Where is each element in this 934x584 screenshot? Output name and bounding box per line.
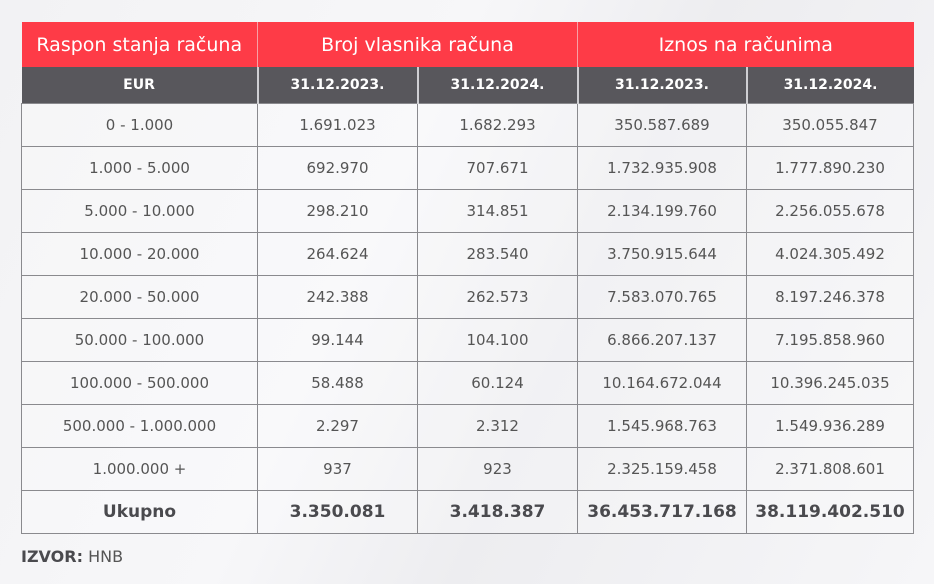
- table-row: [22, 233, 914, 276]
- table-row: [22, 104, 914, 147]
- table-cell: 262.573: [418, 276, 578, 319]
- table-cell: 58.488: [258, 362, 418, 405]
- table-cell: 104.100: [418, 319, 578, 362]
- table-cell: 283.540: [418, 233, 578, 276]
- table-cell: 350.055.847: [747, 104, 914, 147]
- total-cell: 3.418.387: [418, 491, 578, 534]
- header-amounts: Iznos na računima: [578, 22, 914, 67]
- table-cell: 60.124: [418, 362, 578, 405]
- table-cell: 923: [418, 448, 578, 491]
- table-cell: 10.396.245.035: [747, 362, 914, 405]
- table-cell: 350.587.689: [578, 104, 747, 147]
- table-cell: 5.000 - 10.000: [22, 190, 258, 233]
- table-cell: 0 - 1.000: [22, 104, 258, 147]
- source-note: [21, 547, 123, 566]
- table-cell: 4.024.305.492: [747, 233, 914, 276]
- table-cell: 2.256.055.678: [747, 190, 914, 233]
- table-cell: 50.000 - 100.000: [22, 319, 258, 362]
- table-cell: 1.777.890.230: [747, 147, 914, 190]
- table-cell: 100.000 - 500.000: [22, 362, 258, 405]
- total-cell: 3.350.081: [258, 491, 418, 534]
- header-range: Raspon stanja računa: [22, 22, 258, 67]
- table-row: [22, 448, 914, 491]
- table-cell: 2.312: [418, 405, 578, 448]
- table-cell: 1.000.000 +: [22, 448, 258, 491]
- table-row: [22, 319, 914, 362]
- subheader-cell: 31.12.2024.: [747, 67, 914, 104]
- total-cell: 36.453.717.168: [578, 491, 747, 534]
- table-cell: 707.671: [418, 147, 578, 190]
- table-cell: 1.000 - 5.000: [22, 147, 258, 190]
- account-balance-table: [21, 22, 914, 534]
- table-cell: 99.144: [258, 319, 418, 362]
- source-value: HNB: [88, 547, 124, 566]
- table-row: [22, 405, 914, 448]
- table-cell: 1.732.935.908: [578, 147, 747, 190]
- table-cell: 8.197.246.378: [747, 276, 914, 319]
- table-cell: 10.164.672.044: [578, 362, 747, 405]
- table-cell: 1.691.023: [258, 104, 418, 147]
- table-cell: 3.750.915.644: [578, 233, 747, 276]
- table-cell: 2.134.199.760: [578, 190, 747, 233]
- subheader-cell: 31.12.2023.: [578, 67, 747, 104]
- table-cell: 10.000 - 20.000: [22, 233, 258, 276]
- table-row: [22, 276, 914, 319]
- subheader-row: [22, 67, 914, 104]
- table-cell: 1.545.968.763: [578, 405, 747, 448]
- table-cell: 2.297: [258, 405, 418, 448]
- header-owners: Broj vlasnika računa: [258, 22, 578, 67]
- table-cell: 314.851: [418, 190, 578, 233]
- table-cell: 2.325.159.458: [578, 448, 747, 491]
- table-row: [22, 147, 914, 190]
- table-cell: 1.682.293: [418, 104, 578, 147]
- table-cell: 6.866.207.137: [578, 319, 747, 362]
- subheader-cell: 31.12.2024.: [418, 67, 578, 104]
- total-cell: Ukupno: [22, 491, 258, 534]
- subheader-cell: EUR: [22, 67, 258, 104]
- table-cell: 242.388: [258, 276, 418, 319]
- table-cell: 298.210: [258, 190, 418, 233]
- total-row: [22, 491, 914, 534]
- table-cell: 7.195.858.960: [747, 319, 914, 362]
- table-cell: 692.970: [258, 147, 418, 190]
- table-cell: 7.583.070.765: [578, 276, 747, 319]
- table-cell: 1.549.936.289: [747, 405, 914, 448]
- table-cell: 264.624: [258, 233, 418, 276]
- table-cell: 937: [258, 448, 418, 491]
- table-cell: 20.000 - 50.000: [22, 276, 258, 319]
- table-row: [22, 190, 914, 233]
- table-row: [22, 362, 914, 405]
- subheader-cell: 31.12.2023.: [258, 67, 418, 104]
- source-label: IZVOR:: [21, 547, 83, 566]
- table-cell: 500.000 - 1.000.000: [22, 405, 258, 448]
- total-cell: 38.119.402.510: [747, 491, 914, 534]
- table-cell: 2.371.808.601: [747, 448, 914, 491]
